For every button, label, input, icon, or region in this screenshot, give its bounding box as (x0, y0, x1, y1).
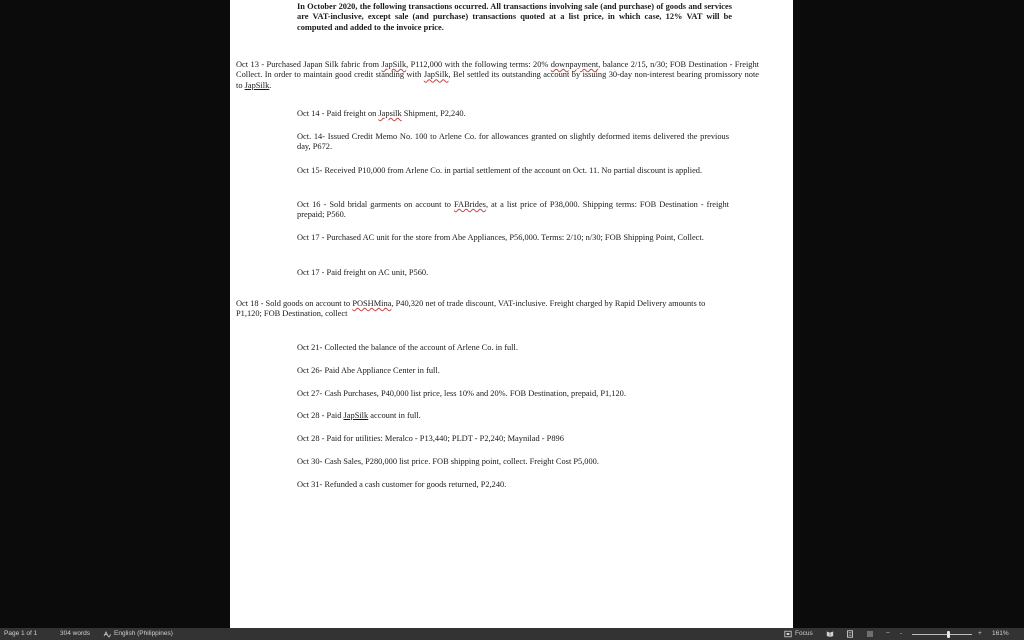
document-page[interactable] (230, 0, 793, 628)
focus-icon[interactable] (784, 630, 792, 638)
entry-oct-16: Oct 16 - Sold bridal garments on account to FABrides, at a list price of P38,000. Shipping terms: FOB Destination - freight prepaid; P560. (297, 200, 729, 220)
read-mode-icon[interactable] (826, 630, 834, 638)
entry-oct-17-freight: Oct 17 - Paid freight on AC unit, P560. (297, 268, 429, 277)
entry-oct-15: Oct 15- Received P10,000 from Arlene Co. in partial settlement of the account on Oct. 11. No partial discount is applied. (297, 166, 703, 175)
entry-oct-13: Oct 13 - Purchased Japan Silk fabric from JapSilk, P112,000 with the following terms: 20% downpayment, balance 2/15, n/30; FOB Destination - Freight Collect. In order to maintain good credit standing with JapSilk, Bel settled its outstanding account by issuing 30-day non-interest bearing promissory note to JapSilk. (236, 60, 759, 90)
entry-oct-28-utilities: Oct 28 - Paid for utilities: Meralco - P13,440; PLDT - P2,240; Maynilad - P896 (297, 434, 564, 443)
entry-oct-27: Oct 27- Cash Purchases, P40,000 list price, less 10% and 20%. FOB Destination, prepaid, P1,120. (297, 389, 626, 398)
zoom-in-button[interactable]: + (978, 630, 982, 637)
zoom-level[interactable]: 161% (992, 630, 1009, 637)
focus-mode-button[interactable]: Focus (795, 630, 813, 637)
page-count[interactable]: Page 1 of 1 (4, 630, 38, 637)
entry-oct-30: Oct 30- Cash Sales, P280,000 list price. FOB shipping point, collect. Freight Cost P5,000. (297, 457, 599, 466)
zoom-out-button[interactable]: − (886, 630, 890, 637)
web-layout-icon[interactable] (866, 630, 874, 638)
print-layout-icon[interactable] (846, 630, 854, 638)
entry-oct-17-purchase: Oct 17 - Purchased AC unit for the store from Abe Appliances, P56,000. Terms: 2/10; n/30; FOB Shipping Point, Collect. (297, 233, 704, 242)
entry-oct-14-freight: Oct 14 - Paid freight on Japsilk Shipment, P2,240. (297, 109, 466, 118)
spell-check-icon[interactable] (103, 630, 111, 638)
entry-oct-21: Oct 21- Collected the balance of the account of Arlene Co. in full. (297, 343, 518, 352)
zoom-slider[interactable] (912, 634, 972, 635)
status-bar (0, 628, 1024, 640)
entry-oct-18: Oct 18 - Sold goods on account to POSHMina, P40,320 net of trade discount, VAT-inclusive. Freight charged by Rapid Delivery amounts to P1,120; FOB Destination, collect (236, 299, 706, 319)
entry-oct-28-japsilk: Oct 28 - Paid JapSilk account in full. (297, 411, 421, 420)
language-indicator[interactable]: English (Philippines) (114, 630, 173, 637)
entry-oct-26: Oct 26- Paid Abe Appliance Center in full. (297, 366, 440, 375)
word-count[interactable]: 304 words (60, 630, 90, 637)
entry-oct-31: Oct 31- Refunded a cash customer for goods returned, P2,240. (297, 480, 507, 489)
intro-paragraph: In October 2020, the following transactions occurred. All transactions involving sale (and purchase) of goods and services are VAT-inclusive, except sale (and purchase) transactions quoted at a list price, in which case, 12% VAT will be computed and added to the invoice price. (297, 2, 732, 32)
zoom-slider-thumb[interactable] (947, 631, 950, 638)
entry-oct-14-credit-memo: Oct. 14- Issued Credit Memo No. 100 to Arlene Co. for allowances granted on slightly deformed items delivered the previous day, P672. (297, 132, 729, 152)
zoom-separator: - (900, 630, 903, 637)
